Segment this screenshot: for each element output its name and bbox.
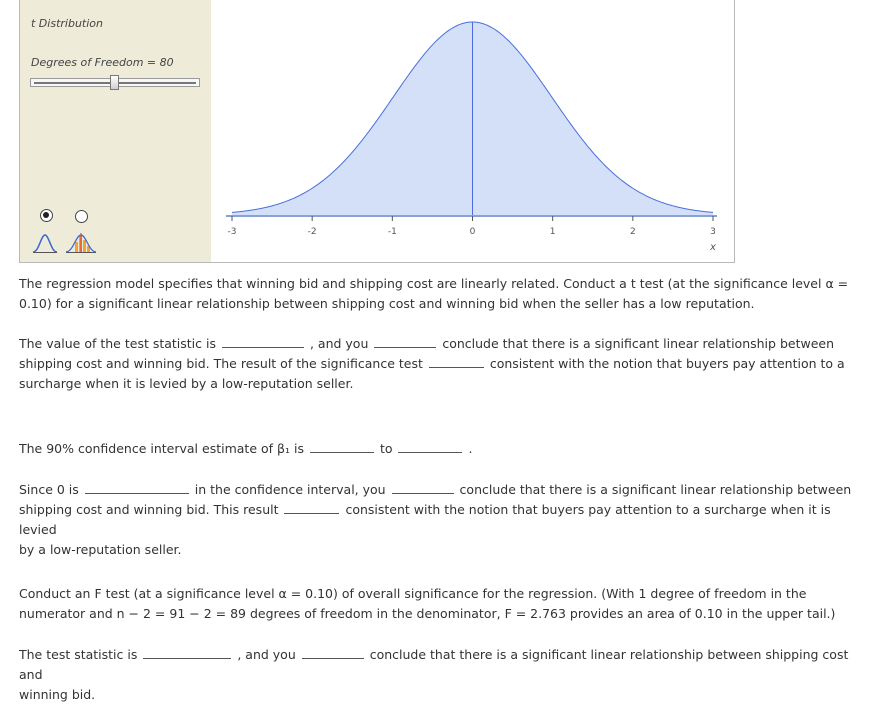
x-tick-label: -1	[387, 227, 397, 237]
ci-consistency-select[interactable]	[284, 501, 339, 514]
q4-text-3: conclude that there is a significant linear relationship between shipping cost and	[19, 647, 849, 682]
x-tick-label: 3	[710, 227, 716, 237]
q1-text-2: , and you	[309, 336, 369, 351]
test-statistic-input[interactable]	[222, 335, 304, 348]
question-4-intro: Conduct an F test (at a significance level α = 0.10) of overall significance for the regression. (With 1 degree of freedom in the numerator and n − 2 = 91 − 2 = 89 degrees of freedom in the denominator, F = 2.763 provides an area of 0.10 in the upper tail.)	[19, 586, 836, 621]
question-4-block	[19, 645, 869, 705]
ci-upper-input[interactable]	[398, 440, 462, 453]
radio-histogram-view[interactable]	[75, 210, 88, 223]
question-3-block	[19, 480, 869, 560]
x-tick-label: -3	[227, 227, 237, 237]
applet-control-panel	[20, 0, 211, 262]
q2-text-2: to	[379, 441, 393, 456]
q1-text-4: shipping cost and winning bid. The result of the significance test	[19, 356, 423, 371]
q3-text-2: in the confidence interval, you	[194, 482, 386, 497]
f-conclusion-select[interactable]	[302, 646, 364, 659]
q4-text-4: winning bid.	[19, 687, 96, 702]
applet-title: t Distribution	[31, 17, 103, 30]
x-tick-label: 0	[469, 227, 476, 237]
t-distribution-chart	[211, 0, 735, 262]
q3-text-3: conclude that there is a significant linear relationship between	[459, 482, 852, 497]
q1-text-3: conclude that there is a significant linear relationship between	[442, 336, 834, 351]
t-distribution-applet	[19, 0, 735, 263]
q2-text-1: The 90% confidence interval estimate of β₁ is	[19, 441, 304, 456]
conclusion-select[interactable]	[374, 335, 436, 348]
question-1-block	[19, 334, 869, 394]
q3-text-5: consistent with the notion that buyers pay attention to a surcharge when it is levied	[19, 502, 831, 537]
q4-text-1: The test statistic is	[19, 647, 138, 662]
ci-lower-input[interactable]	[310, 440, 374, 453]
degrees-of-freedom-label: Degrees of Freedom = 80	[31, 56, 174, 69]
q1-text-1: The value of the test statistic is	[19, 336, 216, 351]
x-tick-label: 1	[549, 227, 556, 237]
radio-curve-view[interactable]	[40, 209, 53, 222]
x-tick-label: 2	[629, 227, 636, 237]
histogram-view-icon	[64, 232, 98, 254]
ci-conclusion-select[interactable]	[392, 481, 454, 494]
q1-text-5: consistent with the notion that buyers pay attention to a	[489, 356, 845, 371]
consistency-select[interactable]	[429, 355, 484, 368]
q3-text-6: by a low-reputation seller.	[19, 542, 182, 557]
q4-text-2: , and you	[237, 647, 296, 662]
x-axis-ticks	[228, 216, 716, 237]
q1-text-6: surcharge when it is levied by a low-reputation seller.	[19, 376, 354, 391]
f-statistic-input[interactable]	[143, 646, 231, 659]
curve-view-icon	[32, 232, 58, 254]
degrees-of-freedom-slider[interactable]	[30, 78, 200, 87]
q2-text-3: .	[468, 441, 473, 456]
question-2-block	[19, 439, 869, 459]
q3-text-4: shipping cost and winning bid. This result	[19, 502, 279, 517]
question-1-intro: The regression model specifies that winning bid and shipping cost are linearly related. Conduct a t test (at the significance level α = 0.10) for a significant linear relationship between shipping cost and winning bid when the seller has a low reputation.	[19, 276, 849, 311]
slider-thumb[interactable]	[110, 75, 119, 90]
x-axis-label: x	[710, 242, 716, 253]
q3-text-1: Since 0 is	[19, 482, 79, 497]
zero-in-interval-select[interactable]	[85, 481, 189, 494]
x-tick-label: -2	[307, 227, 317, 237]
